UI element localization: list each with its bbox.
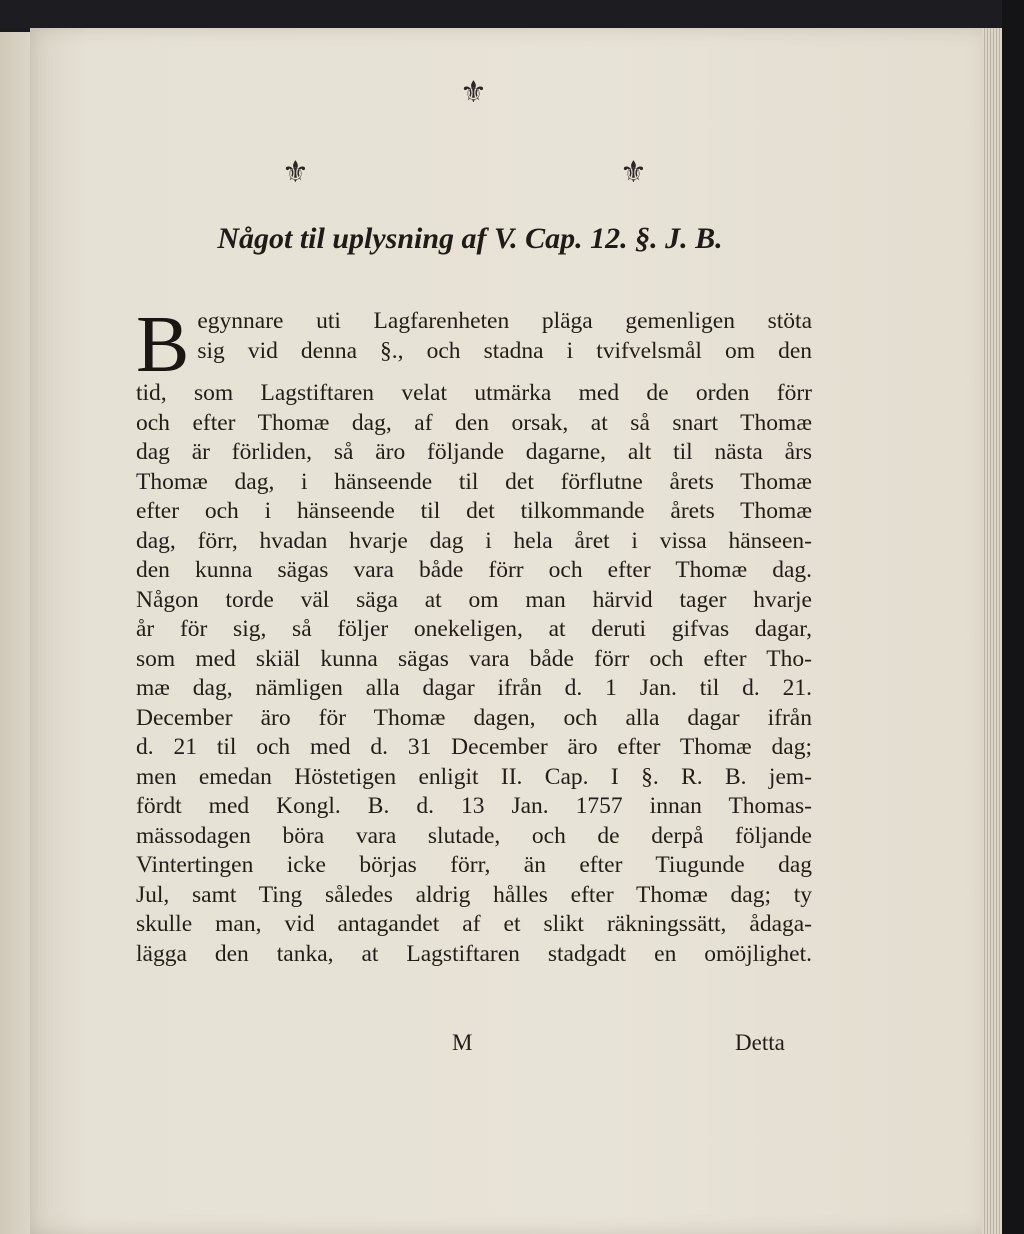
fleuron-ornament-icon: ⚜ (282, 155, 309, 190)
fleuron-ornament-icon: ⚜ (460, 75, 487, 110)
text-line: Thomæ dag, i hänseende til det förflutne årets Thomæ (136, 468, 812, 495)
text-line: fördt med Kongl. B. d. 13 Jan. 1757 innan Thomas- (136, 793, 812, 819)
text-line: tid, som Lagstiftaren velat utmärka med de orden förr (136, 380, 812, 406)
text-line: December äro för Thomæ dagen, och alla dagar ifrån (136, 704, 812, 731)
text-line: dag, förr, hvadan hvarje dag i hela året i vissa hänseen- (136, 527, 812, 554)
scan-background-right (1002, 0, 1024, 1234)
text-line: men emedan Höstetigen enligit II. Cap. I §. R. B. jem- (136, 763, 812, 790)
text-line: dag är förliden, så äro följande dagarne, alt til nästa års (136, 439, 812, 465)
text-line: Vintertingen icke börjas förr, än efter Tiugunde dag (136, 852, 812, 878)
page-stack-edges (982, 28, 1002, 1234)
section-title: Något til uplysning af V. Cap. 12. §. J. B. (217, 222, 723, 255)
text-line: mässodagen böra vara slutade, och de derpå följande (136, 822, 812, 849)
text-line: sig vid denna §., och stadna i tvifvelsmål om den (197, 337, 812, 364)
text-line: egynnare uti Lagfarenheten pläga gemenligen stöta (197, 308, 812, 334)
text-line: och efter Thomæ dag, af den orsak, at så snart Thomæ (136, 409, 812, 436)
text-line: mæ dag, nämligen alla dagar ifrån d. 1 Jan. til d. 21. (136, 675, 812, 701)
drop-cap: B (136, 301, 190, 389)
fleuron-ornament-icon: ⚜ (620, 155, 647, 190)
text-line: Någon torde väl säga at om man härvid tager hvarje (136, 586, 812, 613)
body-text (136, 301, 812, 969)
text-line: Jul, samt Ting således aldrig hålles efter Thomæ dag; ty (136, 881, 812, 908)
facing-page-edge (0, 32, 30, 1234)
text-line: den kunna sägas vara både förr och efter Thomæ dag. (136, 557, 812, 583)
text-line: skulle man, vid antagandet af et slikt räkningssätt, ådaga- (136, 911, 812, 937)
text-line: som med skiäl kunna sägas vara både förr och efter Tho- (136, 645, 812, 672)
text-line: lägga den tanka, at Lagstiftaren stadgadt en omöjlighet. (136, 940, 812, 967)
text-line: efter och i hänseende til det tilkommande årets Thomæ (136, 498, 812, 524)
text-line: d. 21 til och med d. 31 December äro efter Thomæ dag; (136, 734, 812, 760)
scan-background-top (0, 0, 1024, 28)
catchword: Detta (735, 1030, 785, 1055)
text-line: år för sig, så följer onekeligen, at deruti gifvas dagar, (136, 616, 812, 642)
signature-mark: M (452, 1030, 473, 1055)
